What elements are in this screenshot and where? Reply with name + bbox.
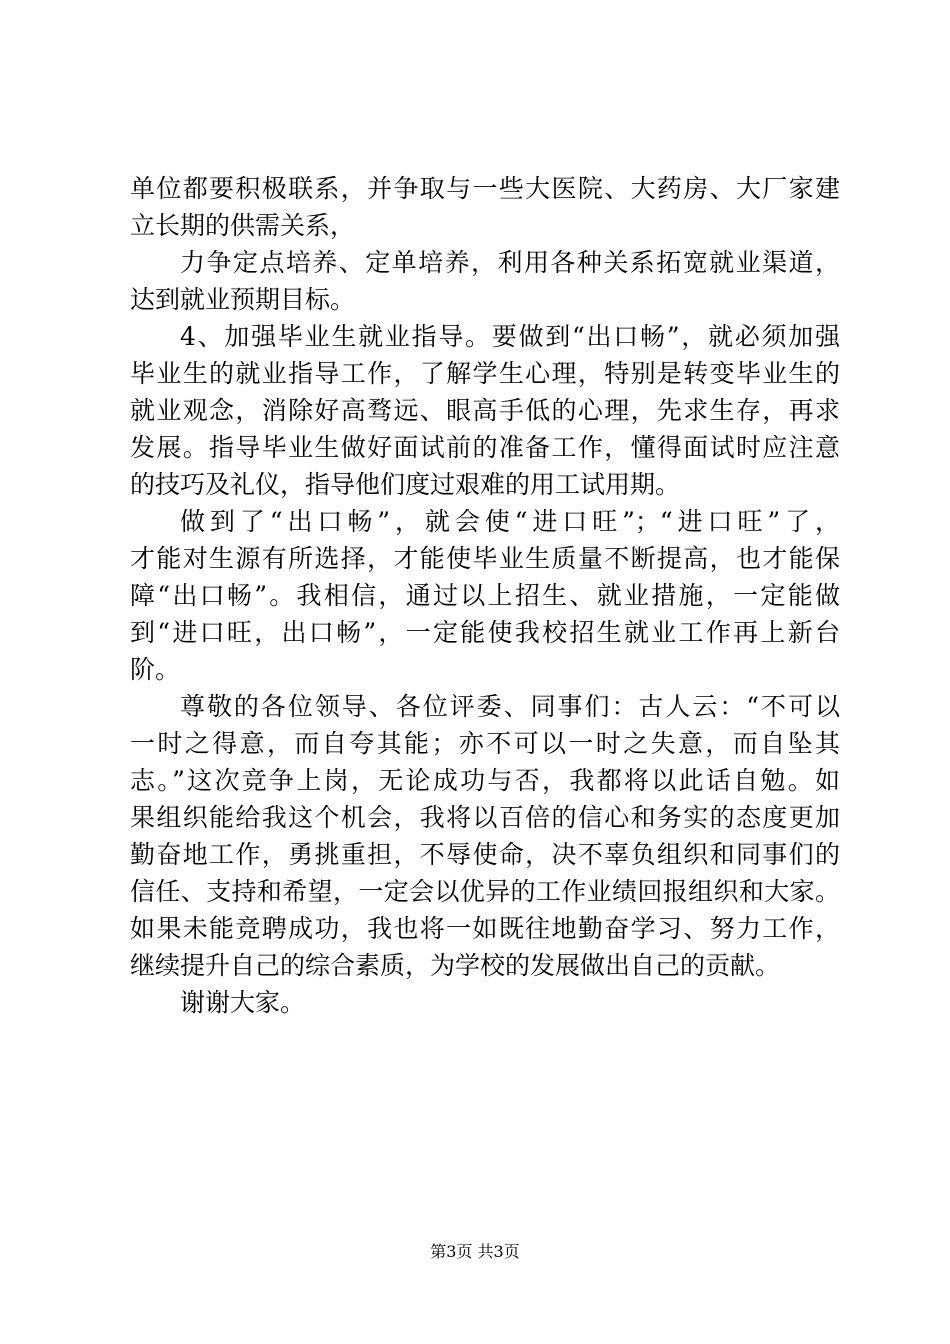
text-line: 毕业生的就业指导工作，了解学生心理，特别是转变毕业生的 — [130, 359, 840, 388]
text-line: 志。”这次竞争上岗，无论成功与否，我都将以此话自勉。如 — [130, 766, 840, 795]
page-number-footer: 第3页 共3页 — [430, 1242, 520, 1261]
text-line: 障“出口畅”。我相信，通过以上招生、就业措施，一定能做 — [130, 581, 840, 610]
text-line: 谢谢大家。 — [180, 988, 306, 1017]
text-line: 做到了“出口畅”，就会使“进口旺”；“进口旺”了， — [180, 507, 840, 536]
text-line: 才能对生源有所选择，才能使毕业生质量不断提高，也才能保 — [130, 544, 840, 573]
text-line: 继续提升自己的综合素质，为学校的发展做出自己的贡献。 — [130, 951, 781, 980]
text-line: 果组织能给我这个机会，我将以百倍的信心和务实的态度更加 — [130, 803, 840, 832]
text-line: 勤奋地工作，勇挑重担，不辱使命，决不辜负组织和同事们的 — [130, 840, 840, 869]
text-line: 力争定点培养、定单培养，利用各种关系拓宽就业渠道， — [180, 248, 840, 277]
text-line: 立长期的供需关系， — [130, 211, 356, 240]
text-line: 信任、支持和希望，一定会以优异的工作业绩回报组织和大家。 — [130, 877, 840, 906]
text-line: 如果未能竞聘成功，我也将一如既往地勤奋学习、努力工作， — [130, 914, 840, 943]
text-line: 尊敬的各位领导、各位评委、同事们：古人云：“不可以 — [180, 692, 840, 721]
text-line: 阶。 — [130, 655, 181, 684]
text-line: 发展。指导毕业生做好面试前的准备工作，懂得面试时应注意 — [130, 433, 840, 462]
text-line: 4、加强毕业生就业指导。要做到“出口畅”，就必须加强 — [180, 322, 840, 351]
text-line: 一时之得意，而自夸其能；亦不可以一时之失意，而自坠其 — [130, 729, 840, 758]
text-line: 到“进口旺，出口畅”，一定能使我校招生就业工作再上新台 — [130, 618, 840, 647]
text-line: 达到就业预期目标。 — [130, 285, 356, 314]
text-line: 单位都要积极联系，并争取与一些大医院、大药房、大厂家建 — [130, 174, 840, 203]
document-body — [130, 170, 840, 1021]
text-line: 的技巧及礼仪，指导他们度过艰难的用工试用期。 — [130, 470, 681, 499]
text-line: 就业观念，消除好高骛远、眼高手低的心理，先求生存，再求 — [130, 396, 840, 425]
